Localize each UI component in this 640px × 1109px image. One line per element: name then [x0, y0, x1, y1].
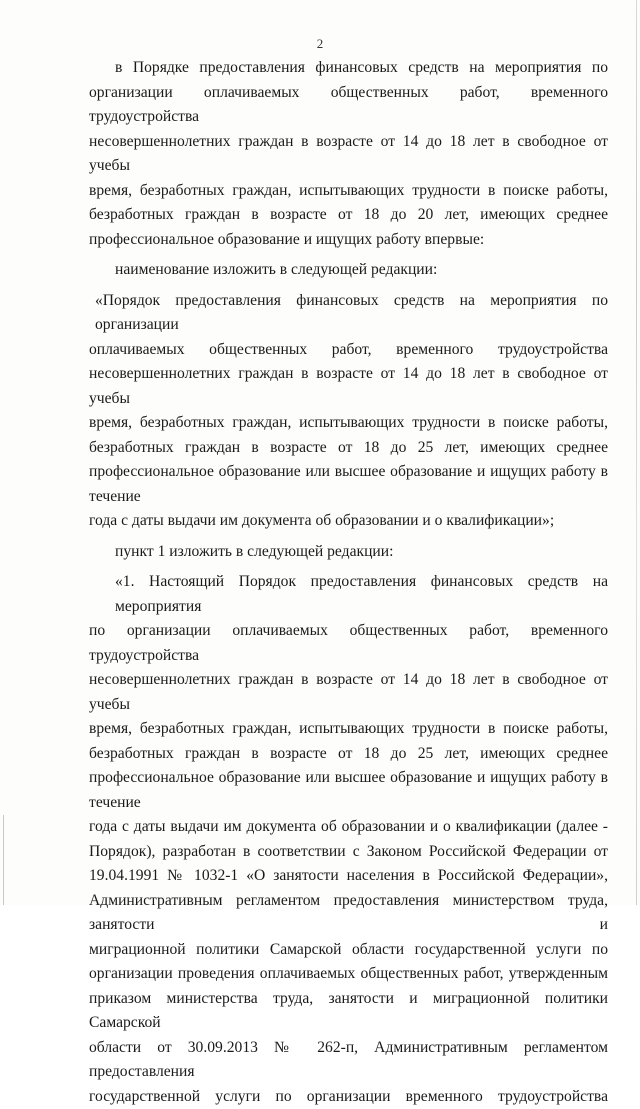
text-line: время, безработных граждан, испытывающих трудности в поиске работы, [89, 179, 608, 204]
text-line: несовершеннолетних граждан в возрасте от 14 до 18 лет в свободное от учебы [89, 130, 608, 179]
text-line: организации проведения оплачиваемых общественных работ, утвержденным [89, 962, 608, 987]
document-body [89, 56, 608, 1109]
text-line: приказом министерства труда, занятости и миграционной политики Самарской [89, 987, 608, 1036]
text-line: несовершеннолетних граждан в возрасте от 14 до 18 лет в свободное от учебы [89, 668, 608, 717]
text-line: профессиональное образование или высшее образование и ищущих работу в течение [89, 766, 608, 815]
scan-edge [3, 815, 4, 905]
text-line: Административным регламентом предоставления министерством труда, занятости и [89, 889, 608, 938]
text-line: профессиональное образование или высшее образование и ищущих работу в течение [89, 460, 608, 509]
text-line: наименование изложить в следующей редакции: [89, 258, 608, 283]
text-line: несовершеннолетних граждан в возрасте от 14 до 18 лет в свободное от учебы [89, 362, 608, 411]
page-number: 2 [0, 36, 640, 52]
text-line: миграционной политики Самарской области государственной услуги по [89, 938, 608, 963]
text-line: безработных граждан в возрасте от 18 до 25 лет, имеющих среднее [89, 436, 608, 461]
text-line: оплачиваемых общественных работ, временного трудоустройства [89, 338, 608, 363]
paragraph-4 [89, 540, 608, 565]
text-line: года с даты выдачи им документа об образовании и о квалификации (далее - [89, 815, 608, 840]
paragraph-3 [89, 289, 608, 534]
paragraph-1 [89, 56, 608, 252]
text-line: по организации оплачиваемых общественных работ, временного трудоустройства [89, 619, 608, 668]
text-line: года с даты выдачи им документа об образовании и о квалификации»; [89, 509, 608, 534]
text-line: Порядок), разработан в соответствии с Законом Российской Федерации от [89, 840, 608, 865]
text-line: безработных граждан в возрасте от 18 до 20 лет, имеющих среднее [89, 203, 608, 228]
paragraph-5 [89, 570, 608, 1109]
scan-edge [636, 0, 637, 905]
text-line: области от 30.09.2013 № 262-п, Административным регламентом предоставления [89, 1036, 608, 1085]
text-line: государственной услуги по организации временного трудоустройства [89, 1085, 608, 1109]
paragraph-2 [89, 258, 608, 283]
text-line: профессиональное образование и ищущих работу впервые: [89, 228, 608, 253]
text-line: пункт 1 изложить в следующей редакции: [89, 540, 608, 565]
text-line: в Порядке предоставления финансовых средств на мероприятия по [89, 56, 608, 81]
text-line: безработных граждан в возрасте от 18 до 25 лет, имеющих среднее [89, 742, 608, 767]
text-line: организации оплачиваемых общественных работ, временного трудоустройства [89, 81, 608, 130]
text-line: время, безработных граждан, испытывающих трудности в поиске работы, [89, 411, 608, 436]
text-line: «Порядок предоставления финансовых средств на мероприятия по организации [89, 289, 608, 338]
text-line: «1. Настоящий Порядок предоставления финансовых средств на мероприятия [89, 570, 608, 619]
text-line: время, безработных граждан, испытывающих трудности в поиске работы, [89, 717, 608, 742]
text-line: 19.04.1991 № 1032-1 «О занятости населения в Российской Федерации», [89, 864, 608, 889]
